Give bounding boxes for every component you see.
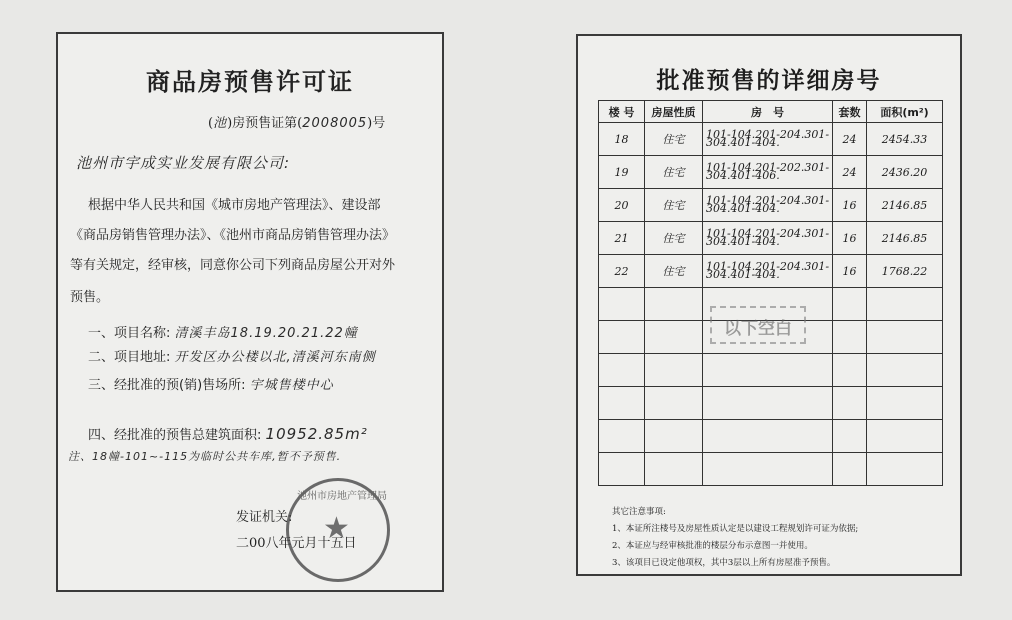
body-line: 根据中华人民共和国《城市房地产管理法》、建设部 [88,198,381,213]
note-item: 2、本证应与经审核批准的楼层分布示意图一并使用。 [612,541,813,551]
sales-office-label: 三、经批准的预(销)售场所: [88,378,246,393]
rooms-cell: 101-104.201-204.301-304.401-404. [703,189,833,222]
notes-header: 其它注意事项: [612,507,666,517]
total-area-row [88,424,368,443]
sales-office-row [88,374,334,393]
header-area: 面积(m²) [867,101,943,123]
building-cell: 20 [599,189,645,222]
project-name-row [88,322,358,341]
star-icon: ★ [323,511,350,546]
area-cell: 2146.85 [867,189,943,222]
note-item: 3、该项目已设定他项权，其中3层以上所有房屋准予预售。 [612,558,836,568]
note-item: 1、本证所注楼号及房屋性质认定是以建设工程规划许可证为依据; [612,524,859,534]
body-line: 《商品房销售管理办法》、《池州市商品房销售管理办法》 [70,228,396,243]
room-table [598,100,943,486]
type-cell: 住宅 [645,189,703,222]
presale-permit-panel [56,32,444,592]
rooms-cell: 101-104.201-204.301-304.401-404. [703,222,833,255]
rooms-cell: 101-104.201-204.301-304.401-404. [703,123,833,156]
rooms-cell: 101-104.201-202.301-304.401-406. [703,156,833,189]
official-seal [286,478,390,582]
area-cell: 1768.22 [867,255,943,288]
project-name-label: 一、项目名称: [88,326,171,341]
header-building: 楼 号 [599,101,645,123]
type-cell: 住宅 [645,255,703,288]
issuer-label: 发证机关: [236,510,293,525]
empty-row [599,453,943,486]
area-cell: 2146.85 [867,222,943,255]
area-cell: 2454.33 [867,123,943,156]
company-name: 池州市宇成实业发展有限公司: [76,154,291,172]
building-cell: 19 [599,156,645,189]
table-row [599,255,943,288]
project-address-label: 二、项目地址: [88,350,171,365]
total-area-label: 四、经批准的预售总建筑面积: [88,428,262,443]
seal-text: 池州市房地产管理局 [297,491,387,502]
header-rooms: 房 号 [703,101,833,123]
project-address-value: 开发区办公楼以北,清溪河东南侧 [174,350,376,365]
building-cell: 18 [599,123,645,156]
count-cell: 16 [833,189,867,222]
room-detail-title: 批准预售的详细房号 [656,68,882,94]
note-line: 注、18幢-101~-115为临时公共车库,暂不予预售. [68,450,342,463]
table-row [599,156,943,189]
rooms-cell: 101-104.201-204.301-304.401-404. [703,255,833,288]
count-cell: 16 [833,222,867,255]
header-type: 房屋性质 [645,101,703,123]
count-cell: 24 [833,156,867,189]
area-cell: 2436.20 [867,156,943,189]
sales-office-value: 宇城售楼中心 [249,378,334,393]
type-cell: 住宅 [645,222,703,255]
room-detail-panel [576,34,962,576]
table-header-row [599,101,943,123]
count-cell: 16 [833,255,867,288]
total-area-value: 10952.85m² [265,425,368,443]
project-name-value: 清溪丰岛18.19.20.21.22幢 [174,326,358,341]
table-row [599,189,943,222]
project-address-row [88,346,376,365]
building-cell: 21 [599,222,645,255]
body-line: 等有关规定，经审核，同意你公司下列商品房屋公开对外 [70,258,396,273]
body-line: 预售。 [70,290,110,305]
type-cell: 住宅 [645,156,703,189]
empty-row [599,354,943,387]
table-row [599,123,943,156]
issue-date: 二00八年元月十五日 [236,536,357,551]
building-cell: 22 [599,255,645,288]
empty-row [599,387,943,420]
permit-title: 商品房预售许可证 [146,68,354,96]
table-row [599,222,943,255]
header-count: 套数 [833,101,867,123]
notes-block [612,504,858,572]
type-cell: 住宅 [645,123,703,156]
empty-row [599,420,943,453]
blank-below-stamp: 以下空白 [710,306,806,344]
count-cell: 24 [833,123,867,156]
certificate-number: (池)房预售证第(2008005)号 [208,116,386,131]
